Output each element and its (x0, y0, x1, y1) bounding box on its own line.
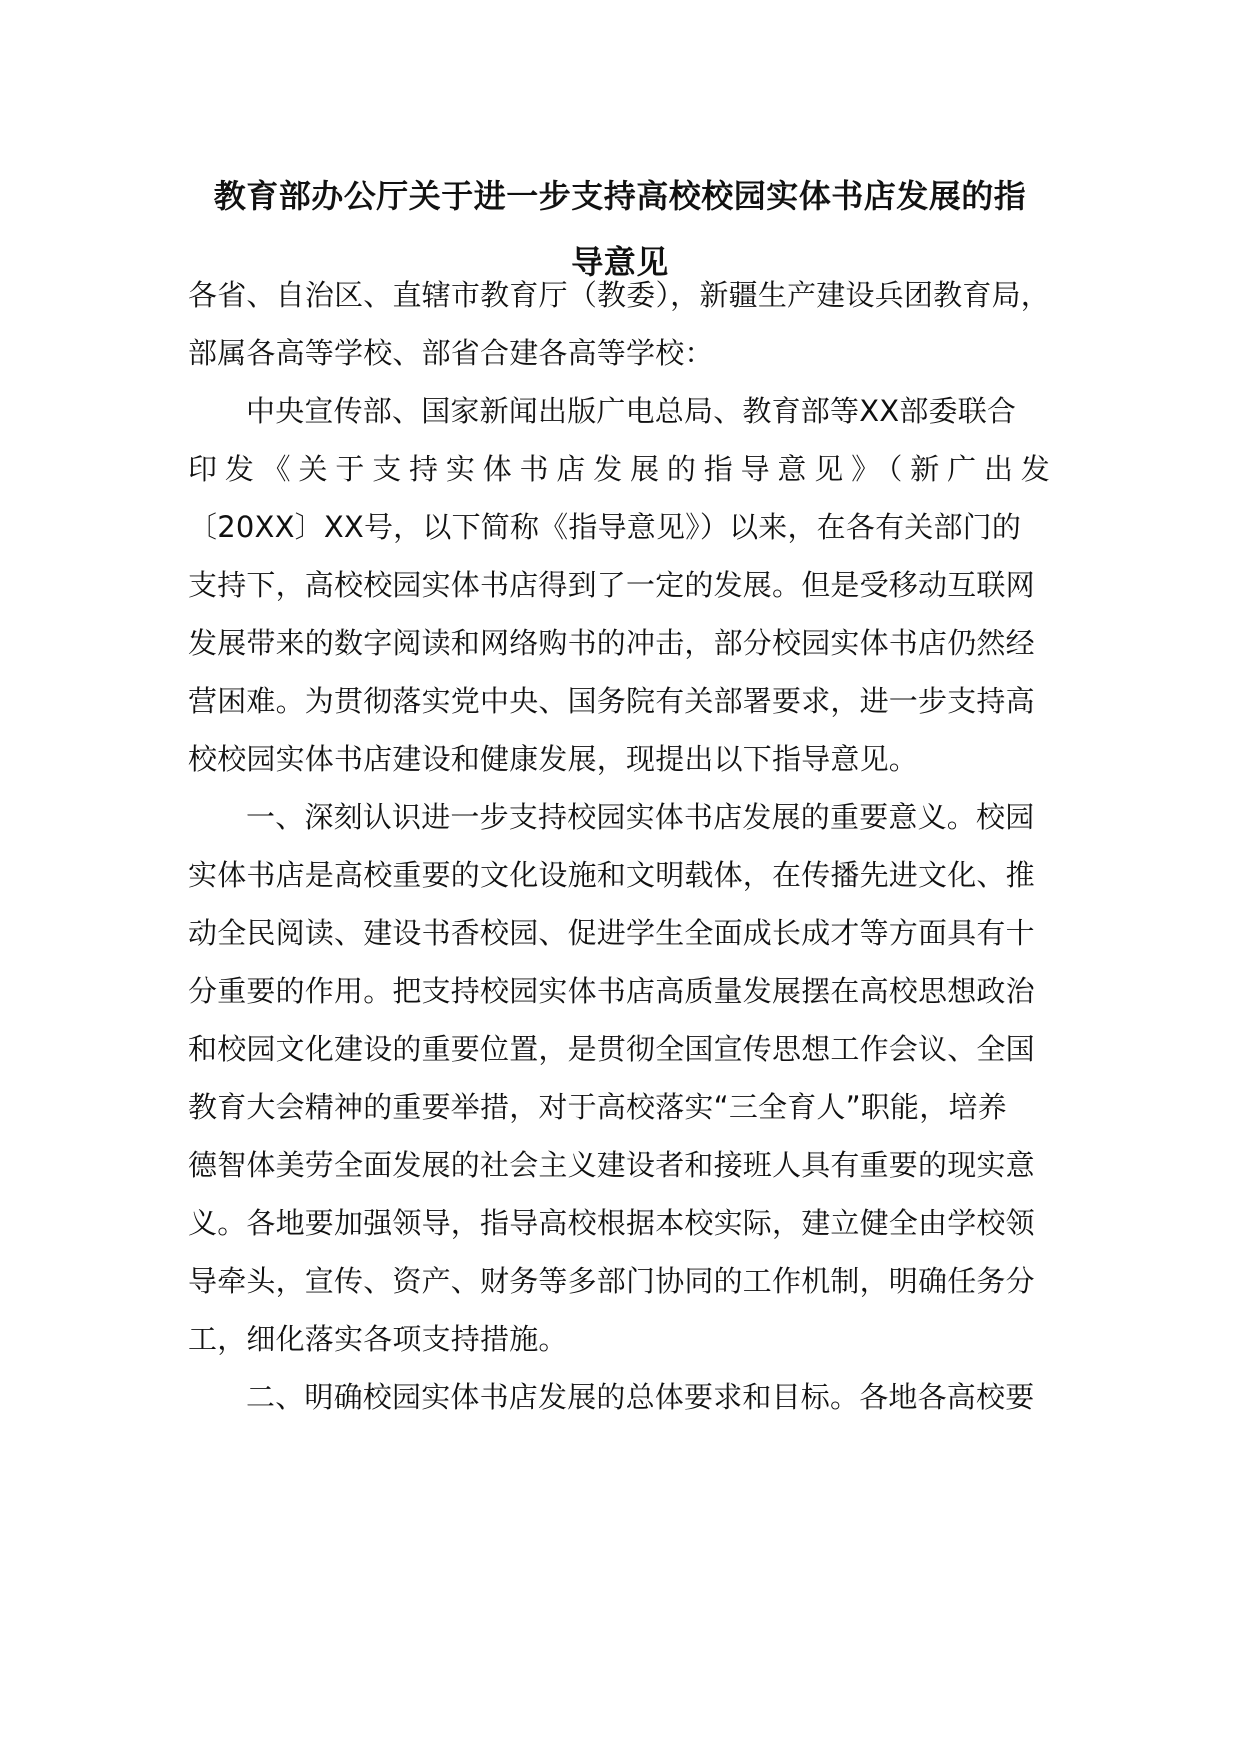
paragraph-line: 德智体美劳全面发展的社会主义建设者和接班人具有重要的现实意 (188, 1148, 1035, 1182)
paragraph-line: 导牵头，宣传、资产、财务等多部门协同的工作机制，明确任务分 (188, 1264, 1035, 1298)
paragraph-line: 义。各地要加强领导，指导高校根据本校实际，建立健全由学校领 (188, 1206, 1035, 1240)
paragraph-line: 动全民阅读、建设书香校园、促进学生全面成长成才等方面具有十 (188, 916, 1035, 950)
paragraph-line: 校校园实体书店建设和健康发展，现提出以下指导意见。 (188, 742, 919, 776)
paragraph-line: 支持下，高校校园实体书店得到了一定的发展。但是受移动互联网 (188, 568, 1035, 602)
paragraph-line: 中央宣传部、国家新闻出版广电总局、教育部等XX部委联合 (246, 394, 1017, 428)
addressee-line-2: 部属各高等学校、部省合建各高等学校： (188, 336, 714, 370)
paragraph-line: 发展带来的数字阅读和网络购书的冲击，部分校园实体书店仍然经 (188, 626, 1035, 660)
document-title-line-1: 教育部办公厅关于进一步支持高校校园实体书店发展的指 (213, 177, 1027, 215)
paragraph-line: 〔20XX〕XX号，以下简称《指导意见》）以来，在各有关部门的 (188, 510, 1022, 544)
paragraph-line: 教育大会精神的重要举措，对于高校落实“三全育人”职能，培养 (188, 1090, 1007, 1124)
paragraph-line: 实体书店是高校重要的文化设施和文明载体，在传播先进文化、推 (188, 858, 1035, 892)
paragraph-line: 工，细化落实各项支持措施。 (188, 1322, 568, 1356)
paragraph-line: 分重要的作用。把支持校园实体书店高质量发展摆在高校思想政治 (188, 974, 1035, 1008)
addressee-line-1: 各省、自治区、直辖市教育厅（教委），新疆生产建设兵团教育局， (188, 278, 1050, 312)
document-title-line-2: 导意见 (571, 243, 669, 281)
paragraph-line: 营困难。为贯彻落实党中央、国务院有关部署要求，进一步支持高 (188, 684, 1035, 718)
paragraph-line: 印发《关于支持实体书店发展的指导意见》（新广出发 (188, 452, 1050, 486)
section-heading-line: 二、明确校园实体书店发展的总体要求和目标。各地各高校要 (246, 1380, 1035, 1414)
paragraph-line: 和校园文化建设的重要位置，是贯彻全国宣传思想工作会议、全国 (188, 1032, 1035, 1066)
section-heading-line: 一、深刻认识进一步支持校园实体书店发展的重要意义。校园 (246, 800, 1035, 834)
